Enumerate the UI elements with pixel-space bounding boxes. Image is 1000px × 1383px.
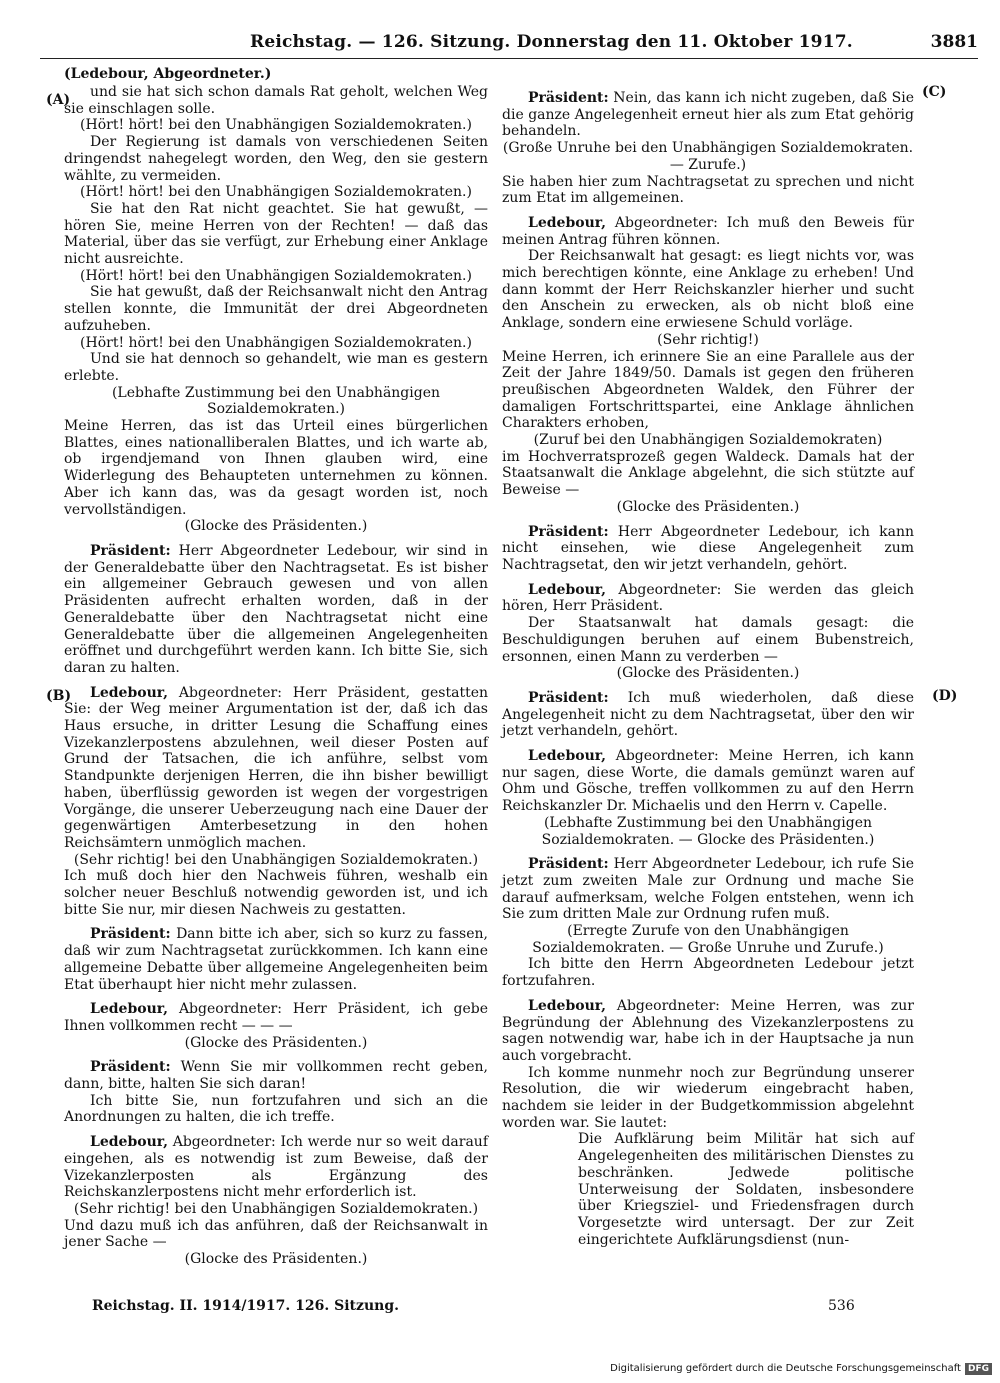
interjection bbox=[64, 1201, 488, 1218]
left-column bbox=[64, 84, 488, 1268]
paragraph-text: Ich muß wiederholen, daß diese Angelegenheit nicht zu dem Nachtragsetat, über den wir jetzt verhandeln, gehört. bbox=[502, 689, 914, 740]
paragraph-text: Wenn Sie mir vollkommen recht geben, dann, bitte, halten Sie sich daran! bbox=[64, 1059, 488, 1093]
margin-marker-a: (A) bbox=[46, 92, 71, 108]
paragraph-text: (Lebhafte Zustimmung bei den Unabhängigen Sozialdemokraten.) bbox=[111, 384, 441, 418]
paragraph-text: Und dazu muß ich das anführen, daß der Reichsanwalt in jener Sache — bbox=[64, 1217, 488, 1251]
paragraph-text: Der Reichsanwalt hat gesagt: es liegt nichts vor, was mich berechtigen könnte, eine Anklage zu erheben! Und dann kommt der Herr Reichskanzler hierher und sucht den Anschein zu erwecken, als ob nicht bloß eine Anklage, sondern eine erwiesene Schuld vorläge. bbox=[502, 248, 914, 332]
interjection bbox=[502, 923, 914, 956]
speech-paragraph bbox=[502, 856, 914, 923]
speaker-name: Präsident: bbox=[528, 523, 609, 540]
speaker-name: Ledebour, bbox=[528, 214, 606, 231]
interjection bbox=[64, 1035, 488, 1052]
page-header bbox=[40, 30, 990, 56]
paragraph-text: (Glocke des Präsidenten.) bbox=[184, 518, 368, 535]
paragraph bbox=[502, 956, 914, 989]
paragraph-text: Abgeordneter: Ich muß den Beweis für meinen Antrag führen können. bbox=[502, 214, 914, 248]
paragraph bbox=[502, 1065, 914, 1132]
speaker-name: Präsident: bbox=[90, 926, 171, 943]
speaker-name: Ledebour, bbox=[528, 748, 606, 765]
paragraph-text: Abgeordneter: Sie werden das gleich hören, Herr Präsident. bbox=[502, 581, 914, 615]
paragraph-text: Ich komme nunmehr noch zur Begründung unserer Resolution, die wir wiederum eingebracht haben, nachdem sie leider in der Budgetkommission abgelehnt worden war. Sie lautet: bbox=[502, 1064, 914, 1131]
paragraph-text: Abgeordneter: Herr Präsident, gestatten Sie: der Weg meiner Argumentation ist der, daß ich das Haus ersuche, in dritter Lesung die Schaffung eines Vizekanzlerpostens abzulehnen, weil dieser Posten auf Grund der Tatsachen, die ich anführe, selbst vom Standpunkte derjenigen Herren, die ihn bisher bewilligt haben, überflüssig geworden ist wegen der vorgestrigen Vorgänge, die unserer Ueberzeugung nach eine Dauer der gegenwärtigen Amterbesetzung in den hohen Reichsämtern unmöglich machen. bbox=[64, 684, 488, 851]
continued-speaker: (Ledebour, Abgeordneter.) bbox=[64, 66, 272, 82]
paragraph-text: (Glocke des Präsidenten.) bbox=[184, 1251, 368, 1268]
paragraph bbox=[64, 1093, 488, 1126]
paragraph-text: Ich bitte Sie, nun fortzufahren und sich an die Anordnungen zu halten, die ich treffe. bbox=[64, 1092, 488, 1126]
interjection bbox=[64, 1251, 488, 1268]
interjection bbox=[64, 852, 488, 869]
speaker-name: Ledebour, bbox=[90, 684, 168, 701]
speaker-name: Präsident: bbox=[528, 689, 609, 706]
interjection bbox=[64, 268, 488, 285]
footer-citation: Reichstag. II. 1914/1917. 126. Sitzung. bbox=[92, 1298, 399, 1314]
paragraph bbox=[64, 134, 488, 184]
footer-page-number: 536 bbox=[828, 1298, 855, 1314]
speaker-name: Präsident: bbox=[90, 1059, 171, 1076]
paragraph-text: (Erregte Zurufe von den Unabhängigen Sozialdemokraten. — Große Unruhe und Zurufe.) bbox=[532, 923, 884, 956]
speaker-name: Ledebour, bbox=[528, 581, 606, 598]
paragraph-text: (Hört! hört! bei den Unabhängigen Sozialdemokraten.) bbox=[80, 267, 472, 284]
paragraph-text: und sie hat sich schon damals Rat geholt, welchen Weg sie einschlagen solle. bbox=[64, 84, 488, 117]
paragraph-text: Der Staatsanwalt hat damals gesagt: die Beschuldigungen beruhen auf einem Bubenstreich, ersonnen, einen Mann zu verderben — bbox=[502, 615, 914, 665]
paragraph bbox=[502, 248, 914, 332]
paragraph bbox=[502, 349, 914, 433]
header-rule bbox=[40, 58, 978, 59]
speaker-name: Ledebour, bbox=[90, 1134, 168, 1151]
page-number: 3881 bbox=[930, 32, 978, 52]
margin-marker-b: (B) bbox=[46, 688, 72, 704]
paragraph-text: (Hört! hört! bei den Unabhängigen Sozialdemokraten.) bbox=[80, 184, 472, 201]
interjection bbox=[64, 385, 488, 418]
paragraph-text: Herr Abgeordneter Ledebour, ich rufe Sie jetzt zum zweiten Male zur Ordnung und mache Sie darauf aufmerksam, welche Folgen entstehen, wenn ich Sie zum dritten Male zur Ordnung rufen muß. bbox=[502, 856, 914, 923]
paragraph-text: (Hört! hört! bei den Unabhängigen Sozialdemokraten.) bbox=[80, 117, 472, 134]
paragraph-text: (Große Unruhe bei den Unabhängigen Sozialdemokraten. — Zurufe.) bbox=[502, 140, 914, 173]
speaker-name: Ledebour, bbox=[90, 1001, 168, 1018]
speaker-name: Präsident: bbox=[528, 856, 609, 873]
paragraph bbox=[502, 615, 914, 665]
interjection bbox=[64, 335, 488, 352]
paragraph-text: Und sie hat dennoch so gehandelt, wie man es gestern erlebte. bbox=[64, 351, 488, 384]
speech-paragraph bbox=[502, 582, 914, 615]
speaker-name: Ledebour, bbox=[528, 997, 606, 1014]
speech-paragraph bbox=[64, 926, 488, 993]
paragraph-text: (Glocke des Präsidenten.) bbox=[616, 498, 800, 515]
paragraph-text: Nein, das kann ich nicht zugeben, daß Sie die ganze Angelegenheit erneut hier als zum Etat gehörig behandeln. bbox=[502, 90, 914, 140]
paragraph-text: Sie hat gewußt, daß der Reichsanwalt nicht den Antrag stellen konnte, die Immunität der drei Abgeordneten aufzuheben. bbox=[64, 284, 488, 334]
paragraph-text: (Zuruf bei den Unabhängigen Sozialdemokraten) bbox=[533, 432, 883, 449]
paragraph bbox=[64, 868, 488, 918]
dfg-logo: DFG bbox=[965, 1363, 992, 1375]
speech-paragraph bbox=[64, 1001, 488, 1034]
paragraph-text: Herr Abgeordneter Ledebour, ich kann nicht einsehen, wie diese Angelegenheit zum Nachtragsetat, den wir jetzt verhandeln, gehört. bbox=[502, 523, 914, 573]
speech-paragraph bbox=[502, 748, 914, 815]
paragraph-text: (Glocke des Präsidenten.) bbox=[616, 665, 800, 682]
interjection bbox=[502, 140, 914, 173]
speech-paragraph bbox=[64, 1134, 488, 1201]
speech-paragraph bbox=[502, 998, 914, 1065]
paragraph-text: Abgeordneter: Meine Herren, ich kann nur sagen, diese Worte, die damals gemünzt waren auf Ohm und Göschе, treffen vollkommen zu auf den Herrn Reichskanzler Dr. Michaelis und den Herrn v. Capelle. bbox=[502, 748, 914, 815]
paragraph-text: Die Aufklärung beim Militär hat sich auf Angelegenheiten des militärischen Dienstes zu beschränken. Jedwede politische Unterweisung der Soldaten, insbesondere über Kriegsziel- und Friedensfragen durch Vorgesetzte wird untersagt. Der zur Zeit eingerichtete Aufklärungsdienst (nun- bbox=[578, 1131, 914, 1248]
paragraph-text: (Glocke des Präsidenten.) bbox=[184, 1034, 368, 1051]
paragraph bbox=[64, 201, 488, 268]
speech-paragraph bbox=[502, 690, 914, 740]
paragraph bbox=[64, 351, 488, 384]
paragraph-text: Abgeordneter: Herr Präsident, ich gebe Ihnen vollkommen recht — — — bbox=[64, 1001, 488, 1034]
paragraph-text: (Sehr richtig! bei den Unabhängigen Sozialdemokraten.) bbox=[73, 1201, 479, 1217]
interjection bbox=[64, 184, 488, 201]
interjection bbox=[502, 665, 914, 682]
paragraph bbox=[502, 174, 914, 207]
paragraph bbox=[64, 1218, 488, 1251]
paragraph-text: Abgeordneter: Ich werde nur so weit darauf eingehen, als es notwendig ist zum Beweise, daß der Vizekanzlerposten als Ergänzung des Reichskanzlerpostens nicht mehr erforderlich ist. bbox=[64, 1134, 488, 1201]
speech-paragraph bbox=[502, 524, 914, 574]
speech-paragraph bbox=[502, 90, 914, 140]
paragraph-text: Abgeordneter: Meine Herren, was zur Begründung der Ablehnung des Vizekanzlerpostens zu sagen notwendig war, habe ich in der Hauptsache ja nun auch vorgebracht. bbox=[502, 997, 914, 1064]
paragraph-text: im Hochverratsprozeß gegen Waldeck. Damals hat der Staatsanwalt die Anklage abgelehnt, die sich stützte auf Beweise — bbox=[502, 448, 914, 499]
interjection bbox=[502, 815, 914, 848]
interjection bbox=[64, 117, 488, 134]
paragraph-text: Herr Abgeordneter Ledebour, wir sind in der Generaldebatte über den Nachtragsetat. Es ist bisher ein allgemeiner Gebrauch gewesen und von allen Präsidenten aufrecht erhalten worden, daß in der Generaldebatte über den Nachtragsetat nicht eine Generaldebatte über die allgemeinen Angelegenheiten eröffnet und durchgeführt werden kann. Ich bitte Sie, sich daran zu halten. bbox=[64, 542, 488, 676]
paragraph bbox=[502, 1131, 914, 1248]
paragraph bbox=[502, 449, 914, 499]
running-title: Reichstag. — 126. Sitzung. Donnerstag den 11. Oktober 1917. bbox=[250, 32, 853, 52]
paragraph-text: Sie haben hier zum Nachtragsetat zu sprechen und nicht zum Etat im allgemeinen. bbox=[502, 173, 914, 207]
interjection bbox=[64, 518, 488, 535]
margin-marker-c: (C) bbox=[922, 84, 947, 100]
paragraph-text: Meine Herren, ich erinnere Sie an eine Parallele aus der Zeit der Jahre 1849/50. Damals ist gegen den früheren preußischen Abgeordneten Waldek, den Führer der damaligen Fortschrittspartei, eine Anklage ähnlichen Charakters erhoben, bbox=[502, 348, 914, 432]
dfg-credit bbox=[610, 1363, 992, 1375]
speech-paragraph bbox=[64, 685, 488, 852]
speaker-name: Präsident: bbox=[528, 90, 609, 106]
paragraph-text: Meine Herren, das ist das Urteil eines bürgerlichen Blattes, eines nationalliberalen Blattes, und ich warte ab, ob irgendjemand von Ihnen glauben wird, eine Widerlegung des Behaupteten unternehmen zu können. Aber ich kann das, was da gesagt worden ist, noch vervollständigen. bbox=[64, 418, 488, 518]
paragraph bbox=[64, 84, 488, 117]
paragraph-text: Der Regierung ist damals von verschiedenen Seiten dringendst nahegelegt worden, den Weg, den sie gestern wählte, zu vermeiden. bbox=[64, 134, 488, 184]
paragraph-text: (Sehr richtig! bei den Unabhängigen Sozialdemokraten.) bbox=[73, 851, 479, 868]
speaker-name: Präsident: bbox=[90, 542, 171, 559]
interjection bbox=[502, 432, 914, 449]
interjection bbox=[502, 499, 914, 516]
paragraph bbox=[64, 284, 488, 334]
paragraph-text: Sie hat den Rat nicht geachtet. Sie hat gewußt, — hören Sie, meine Herren von der Rechten! — daß das Material, über das sie verfügt, zur Erhebung einer Anklage nicht ausreichte. bbox=[64, 200, 488, 268]
paragraph-text: Dann bitte ich aber, sich so kurz zu fassen, daß wir zum Nachtragsetat zurückkommen. Ich kann eine allgemeine Debatte über allgemeine Angelegenheiten beim Etat überhaupt hier nicht mehr zulassen. bbox=[64, 926, 488, 993]
paragraph-text: (Lebhafte Zustimmung bei den Unabhängigen Sozialdemokraten. — Glocke des Präsidenten.) bbox=[541, 814, 875, 848]
speech-paragraph bbox=[64, 1059, 488, 1092]
interjection bbox=[502, 332, 914, 349]
paragraph-text: Ich bitte den Herrn Abgeordneten Ledebour jetzt fortzufahren. bbox=[502, 956, 914, 990]
paragraph bbox=[64, 418, 488, 518]
speech-paragraph bbox=[502, 215, 914, 248]
speech-paragraph bbox=[64, 543, 488, 677]
dfg-credit-text: Digitalisierung gefördert durch die Deutsche Forschungsgemeinschaft bbox=[610, 1363, 961, 1374]
margin-marker-d: (D) bbox=[932, 688, 958, 704]
paragraph-text: (Sehr richtig!) bbox=[657, 331, 759, 348]
right-column bbox=[502, 82, 914, 1248]
paragraph-text: (Hört! hört! bei den Unabhängigen Sozialdemokraten.) bbox=[80, 334, 472, 351]
paragraph-text: Ich muß doch hier den Nachweis führen, weshalb ein solcher neuer Beschluß notwendig geworden ist, und ich bitte Sie nur, mir diesen Nachweis zu gestatten. bbox=[64, 868, 488, 918]
